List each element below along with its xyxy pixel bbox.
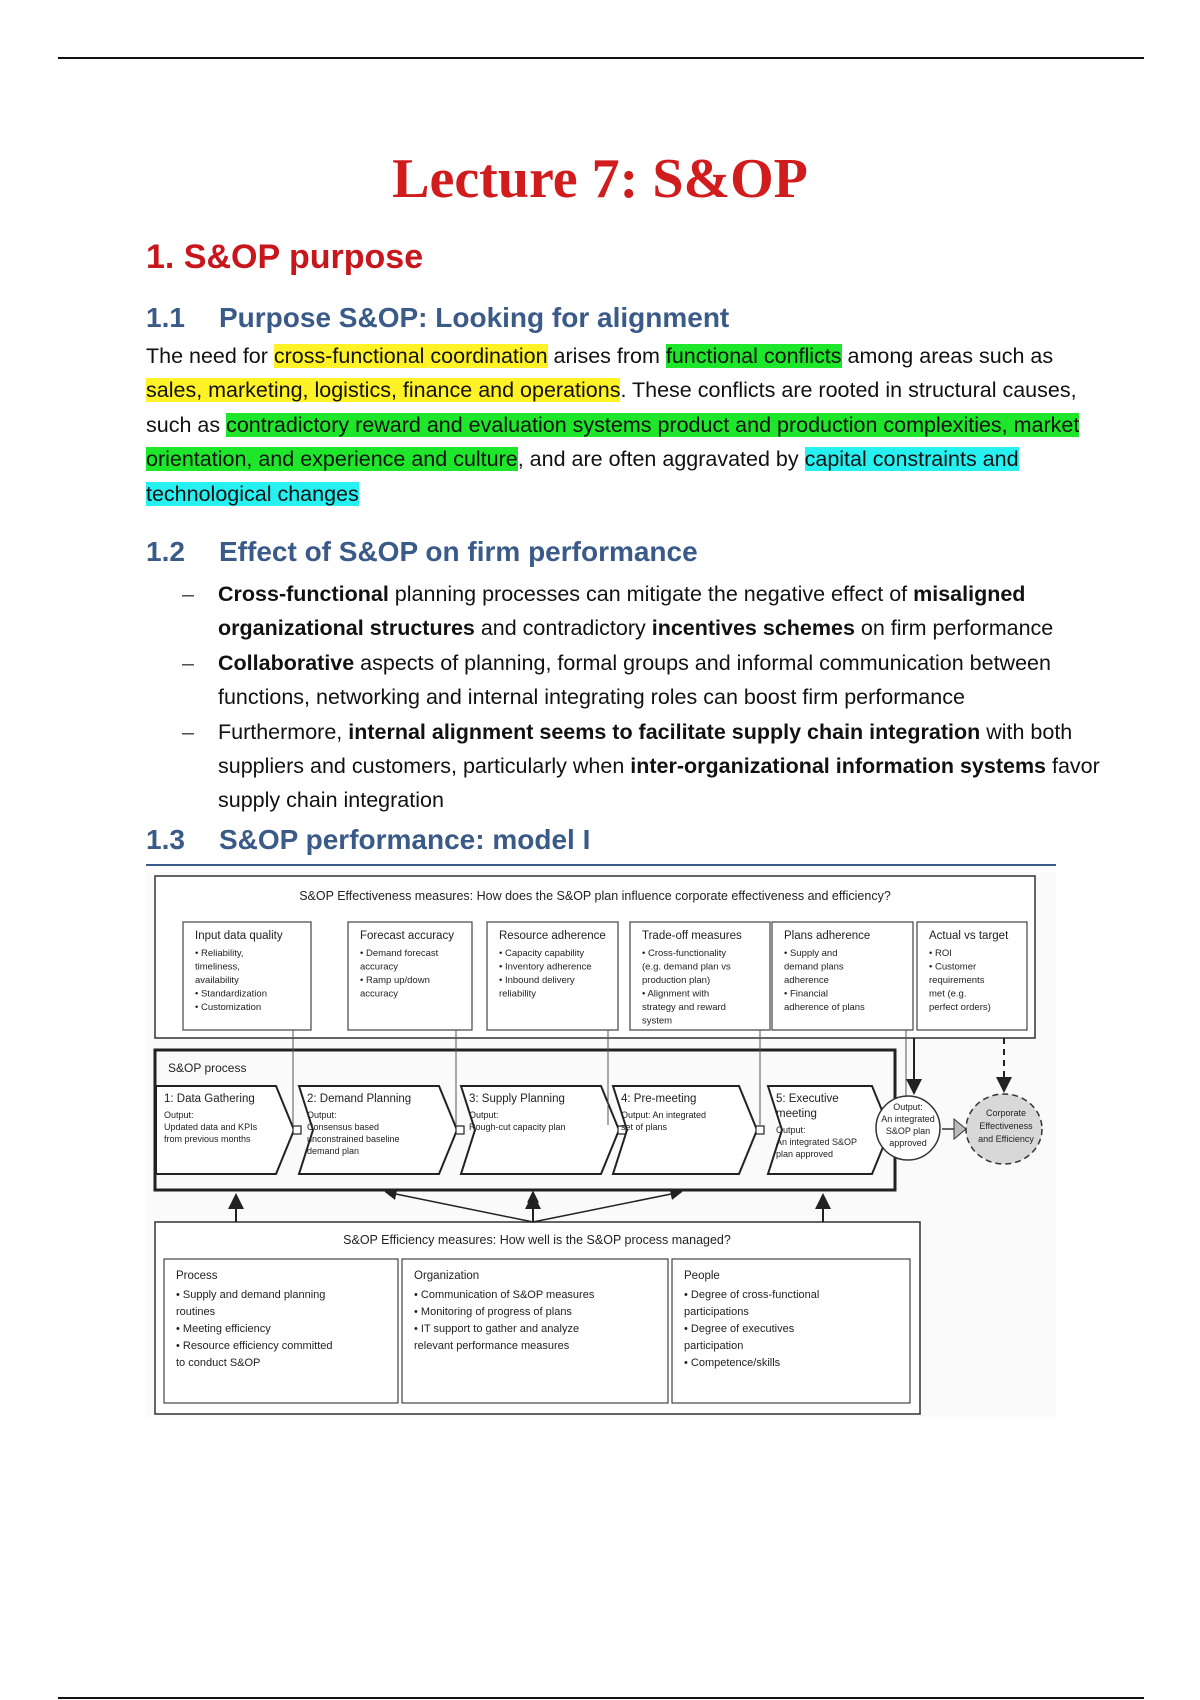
step-output-line: An integrated S&OP (776, 1137, 858, 1147)
subsection-number: 1.3 (146, 824, 185, 855)
text-run: . These conflicts are rooted in structural causes, such as (146, 378, 1077, 437)
text-run: Furthermore, (218, 720, 349, 744)
sop-model-figure (146, 872, 1056, 1417)
subsection-heading-1-3 (146, 824, 590, 856)
measure-title: Actual vs target (929, 930, 1009, 942)
efficiency-line: • IT support to gather and analyze (414, 1323, 580, 1335)
efficiency-line: • Monitoring of progress of plans (414, 1306, 572, 1318)
connector-square (456, 1126, 464, 1134)
measure-line: requirements (929, 975, 985, 986)
measure-line: availability (195, 975, 239, 986)
text-run: on firm performance (854, 616, 1054, 640)
dash-marker: – (182, 582, 194, 606)
step-output-line: from previous months (164, 1134, 251, 1144)
efficiency-line: to conduct S&OP (176, 1357, 261, 1369)
efficiency-category-title: People (684, 1270, 720, 1282)
top-rule (58, 57, 1144, 59)
heading-underline (146, 864, 1056, 866)
measure-line: timeliness, (195, 961, 240, 973)
highlight-green: contradictory reward and evaluation systems product and production complexities, market orientation, and experience and culture (146, 412, 1080, 472)
measure-line: • Reliability, (195, 948, 244, 959)
subsection-title: Effect of S&OP on firm performance (219, 536, 698, 567)
efficiency-title: S&OP Efficiency measures: How well is the S&OP process managed? (343, 1233, 731, 1247)
efficiency-line: participations (684, 1306, 749, 1318)
measure-line: • Alignment with (642, 988, 710, 1000)
bottom-rule (58, 1697, 1144, 1699)
dash-marker: – (182, 720, 194, 744)
subsection-heading-1-2 (146, 536, 698, 568)
measure-line: demand plans (784, 961, 844, 973)
output-circle-line: approved (889, 1138, 927, 1148)
measure-line: • Capacity capability (499, 948, 585, 959)
step-output-line: set of plans (621, 1122, 668, 1132)
text-run: , and are often aggravated by (517, 447, 805, 472)
output-circle-line: S&OP plan (885, 1126, 931, 1136)
highlight-yellow: cross-functional coordination (273, 344, 548, 368)
bold-text: Cross-functional (218, 582, 389, 606)
measure-line: met (e.g. (929, 988, 967, 1000)
subsection-heading-1-1 (146, 302, 729, 334)
arrow-head (954, 1119, 966, 1139)
efficiency-line: • Degree of cross-functional (684, 1289, 820, 1301)
step-output-line: Consensus based (307, 1122, 380, 1132)
measure-line: • Standardization (195, 988, 267, 1000)
highlight-yellow: sales, marketing, logistics, finance and operations (146, 378, 621, 403)
step-output-line: Output: (776, 1125, 806, 1135)
connector-square (756, 1126, 764, 1134)
efficiency-line: • Supply and demand planning (176, 1289, 326, 1301)
subsection-number: 1.2 (146, 536, 185, 567)
measure-line: reliability (499, 988, 536, 1000)
step-title: meeting (776, 1108, 817, 1120)
text-run: The need for (146, 344, 274, 368)
measure-line: accuracy (360, 961, 399, 973)
output-circle-line: An integrated (881, 1114, 935, 1124)
subsection-title: S&OP performance: model I (219, 824, 591, 855)
efficiency-line: • Meeting efficiency (176, 1323, 271, 1335)
measure-title: Plans adherence (784, 930, 871, 942)
efficiency-line: routines (176, 1306, 216, 1318)
bold-text: incentives schemes (651, 616, 855, 640)
text-run: with both suppliers and customers, particularly when (218, 720, 1073, 778)
page-title: Lecture 7: S&OP (392, 148, 808, 210)
step-output-line: Output: (307, 1110, 337, 1120)
bold-text: inter-organizational information systems (630, 754, 1047, 778)
efficiency-line: participation (684, 1340, 744, 1352)
efficiency-line: relevant performance measures (414, 1340, 570, 1352)
text-run: favor supply chain integration (218, 754, 1100, 812)
efficiency-category-title: Process (176, 1270, 218, 1282)
measure-line: strategy and reward (642, 1002, 726, 1013)
measure-line: production plan) (642, 975, 711, 986)
step-title: 3: Supply Planning (469, 1093, 565, 1105)
efficiency-fan-arrow (386, 1192, 533, 1222)
measure-line: • Cross-functionality (642, 948, 727, 959)
measure-title: Forecast accuracy (360, 930, 454, 942)
sop-diagram (146, 872, 1056, 1417)
bold-text: Collaborative (218, 651, 355, 675)
performance-bullets (146, 577, 1106, 818)
step-output-line: unconstrained baseline (307, 1134, 400, 1144)
output-circle-line: Output: (893, 1102, 923, 1112)
text-run: aspects of planning, formal groups and informal communication between functions, networking and internal integrating roles can boost firm performance (218, 651, 1051, 709)
measure-line: • Supply and (784, 948, 838, 959)
measure-line: • ROI (929, 948, 952, 959)
purpose-paragraph (146, 339, 1106, 511)
corporate-circle-line: and Efficiency (978, 1134, 1034, 1144)
bold-text: internal alignment seems to facilitate supply chain integration (348, 720, 981, 744)
step-output-line: demand plan (307, 1146, 360, 1156)
subsection-title: Purpose S&OP: Looking for alignment (219, 302, 730, 333)
measure-line: • Customization (195, 1002, 262, 1013)
measure-line: • Ramp up/down (360, 975, 430, 986)
bold-text: misaligned organizational structures (218, 582, 1026, 640)
measure-line: • Demand forecast (360, 948, 439, 959)
measure-title: Input data quality (195, 930, 283, 942)
highlight-green: functional conflicts (665, 344, 842, 368)
dash-marker: – (182, 651, 194, 675)
step-title: 2: Demand Planning (307, 1093, 412, 1105)
text-run: arises from (547, 344, 666, 368)
measure-line: system (642, 1015, 673, 1027)
measure-line: • Financial (784, 988, 828, 1000)
text-run: planning processes can mitigate the negative effect of (388, 582, 914, 606)
measure-line: • Inbound delivery (499, 975, 575, 986)
step-title: 1: Data Gathering (164, 1093, 255, 1105)
bullet-item (146, 646, 1106, 714)
effectiveness-title: S&OP Effectiveness measures: How does the S&OP plan influence corporate effectiveness and efficiency? (299, 889, 891, 903)
step-title: 5: Executive (776, 1093, 839, 1105)
subsection-number: 1.1 (146, 302, 185, 333)
step-output-line: Rough-cut capacity plan (469, 1122, 566, 1132)
step-output-line: Updated data and KPIs (164, 1122, 258, 1132)
efficiency-category-title: Organization (414, 1270, 480, 1282)
step-output-line: plan approved (776, 1149, 834, 1159)
measure-line: (e.g. demand plan vs (642, 961, 731, 973)
bullet-item (146, 715, 1106, 817)
efficiency-line: • Competence/skills (684, 1357, 781, 1369)
step-output-line: Output: An integrated (621, 1110, 707, 1120)
section-heading-1: 1. S&OP purpose (146, 238, 424, 276)
efficiency-fan-arrow (533, 1192, 681, 1222)
measure-line: • Inventory adherence (499, 961, 592, 973)
measure-title: Trade-off measures (642, 930, 742, 942)
text-run: among areas such as (841, 344, 1054, 368)
connector-square (293, 1126, 301, 1134)
corporate-circle-line: Effectiveness (979, 1121, 1033, 1131)
measure-line: accuracy (360, 988, 399, 1000)
efficiency-line: • Resource efficiency committed (176, 1340, 333, 1352)
step-output-line: Output: (469, 1110, 499, 1120)
bullet-item (146, 577, 1106, 645)
step-output-line: Output: (164, 1110, 194, 1120)
measure-line: • Customer (929, 961, 977, 973)
step-title: 4: Pre-meeting (621, 1093, 697, 1105)
measure-line: adherence (784, 975, 829, 986)
measure-line: perfect orders) (929, 1002, 991, 1013)
process-label: S&OP process (168, 1061, 247, 1075)
efficiency-line: • Degree of executives (684, 1323, 795, 1335)
measure-title: Resource adherence (499, 930, 606, 942)
efficiency-line: • Communication of S&OP measures (414, 1289, 595, 1301)
highlight-cyan: capital constraints and technological changes (146, 447, 1019, 506)
text-run: and contradictory (474, 616, 652, 640)
measure-line: adherence of plans (784, 1002, 865, 1013)
corporate-circle-line: Corporate (985, 1108, 1027, 1118)
